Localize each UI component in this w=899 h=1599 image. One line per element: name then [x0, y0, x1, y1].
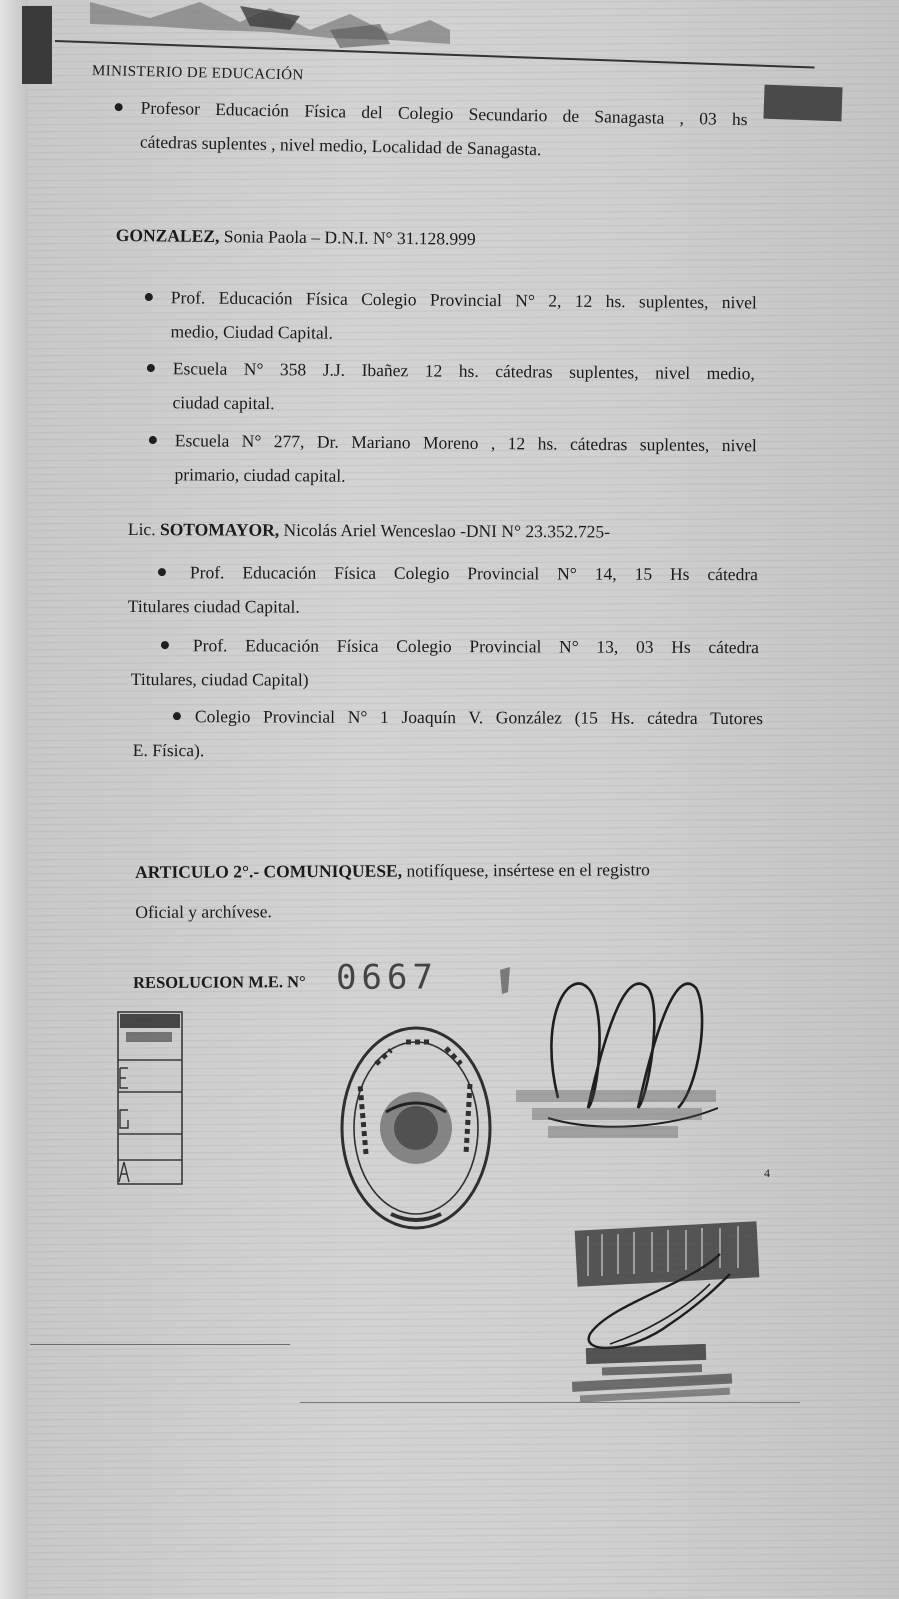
person1-item-line1: Prof. Educación Física Colegio Provincial N° 2, 12 hs. suplentes, nivel — [170, 287, 757, 313]
person1-item-line1: Escuela N° 358 J.J. Ibañez 12 hs. cátedras suplentes, nivel medio, — [172, 358, 755, 384]
page-left-edge — [0, 0, 28, 1599]
registry-stamp — [116, 1010, 184, 1186]
person1-item-line1: Escuela N° 277, Dr. Mariano Moreno , 12 hs. cátedras suplentes, nivel — [174, 430, 757, 456]
ministry-seal — [336, 1024, 496, 1234]
page-number: 4 — [764, 1166, 770, 1180]
person2-heading — [128, 512, 610, 549]
article-bold-word: COMUNIQUESE, — [259, 860, 403, 882]
article-2-line1 — [135, 849, 755, 892]
bullet-dot — [158, 568, 166, 576]
person2-item-line2: Titulares ciudad Capital. — [127, 595, 300, 617]
person1-item — [142, 280, 757, 353]
person1-item-line2: primario, ciudad capital. — [174, 464, 346, 486]
scan-artifact-line — [30, 1344, 290, 1345]
person2-item — [133, 699, 763, 769]
person2-surname: SOTOMAYOR, — [159, 519, 280, 540]
resolution-line — [133, 957, 439, 1000]
person2-prefix: Lic. — [127, 518, 161, 540]
person1-item-line2: ciudad capital. — [172, 392, 275, 414]
intro-bullet-line1: Profesor Educación Física del Colegio Secundario de Sanagasta , 03 hs — [140, 97, 748, 130]
person2-item-line1: Prof. Educación Física Colegio Provincial N° 14, 15 Hs cátedra — [189, 562, 758, 585]
person2-item — [128, 555, 758, 625]
person2-item-line2: E. Física). — [132, 739, 205, 761]
person1-heading — [116, 218, 476, 256]
ministry-heading: MINISTERIO DE EDUCACIÓN — [91, 63, 304, 84]
intro-bullet-line2: cátedras suplentes , nivel medio, Localidad de Sanagasta. — [139, 131, 542, 160]
bullet-dot — [149, 436, 157, 444]
person2-details: Nicolás Ariel Wenceslao -DNI N° 23.352.725- — [279, 519, 611, 542]
article-2 — [135, 849, 755, 932]
person2-item-line1: Prof. Educación Física Colegio Provincial N° 13, 03 Hs cátedra — [192, 635, 759, 658]
resolution-label: RESOLUCION M.E. N° — [133, 972, 306, 992]
intro-bullet — [112, 90, 748, 170]
bullet-dot — [147, 364, 155, 372]
person2-item-line1: Colegio Provincial N° 1 Joaquín V. González (15 Hs. cátedra Tutores — [194, 706, 763, 729]
person1-item — [146, 423, 757, 496]
binder-tab-right — [763, 85, 842, 122]
article-text: notifíquese, insértese en el registro — [402, 859, 650, 881]
resolution-number: 0667 — [335, 957, 439, 998]
bullet-dot — [145, 293, 153, 301]
minister-name-stamp — [512, 1084, 722, 1144]
person1-item — [144, 351, 755, 424]
person2-item — [131, 628, 759, 698]
person1-details: Sonia Paola – D.N.I. N° 31.128.999 — [219, 226, 476, 249]
person1-item-line2: medio, Ciudad Capital. — [170, 321, 333, 343]
person1-surname: GONZALEZ, — [115, 224, 220, 247]
article-2-line2: Oficial y archívese. — [135, 901, 272, 922]
binder-tab-left — [22, 6, 52, 84]
scan-artifact-line — [300, 1402, 800, 1403]
bullet-dot — [173, 712, 181, 720]
person2-item-line2: Titulares, ciudad Capital) — [130, 668, 309, 690]
article-label: ARTICULO 2°.- — [135, 861, 260, 882]
resolution-number-mark — [496, 964, 518, 996]
bullet-dot — [161, 641, 169, 649]
